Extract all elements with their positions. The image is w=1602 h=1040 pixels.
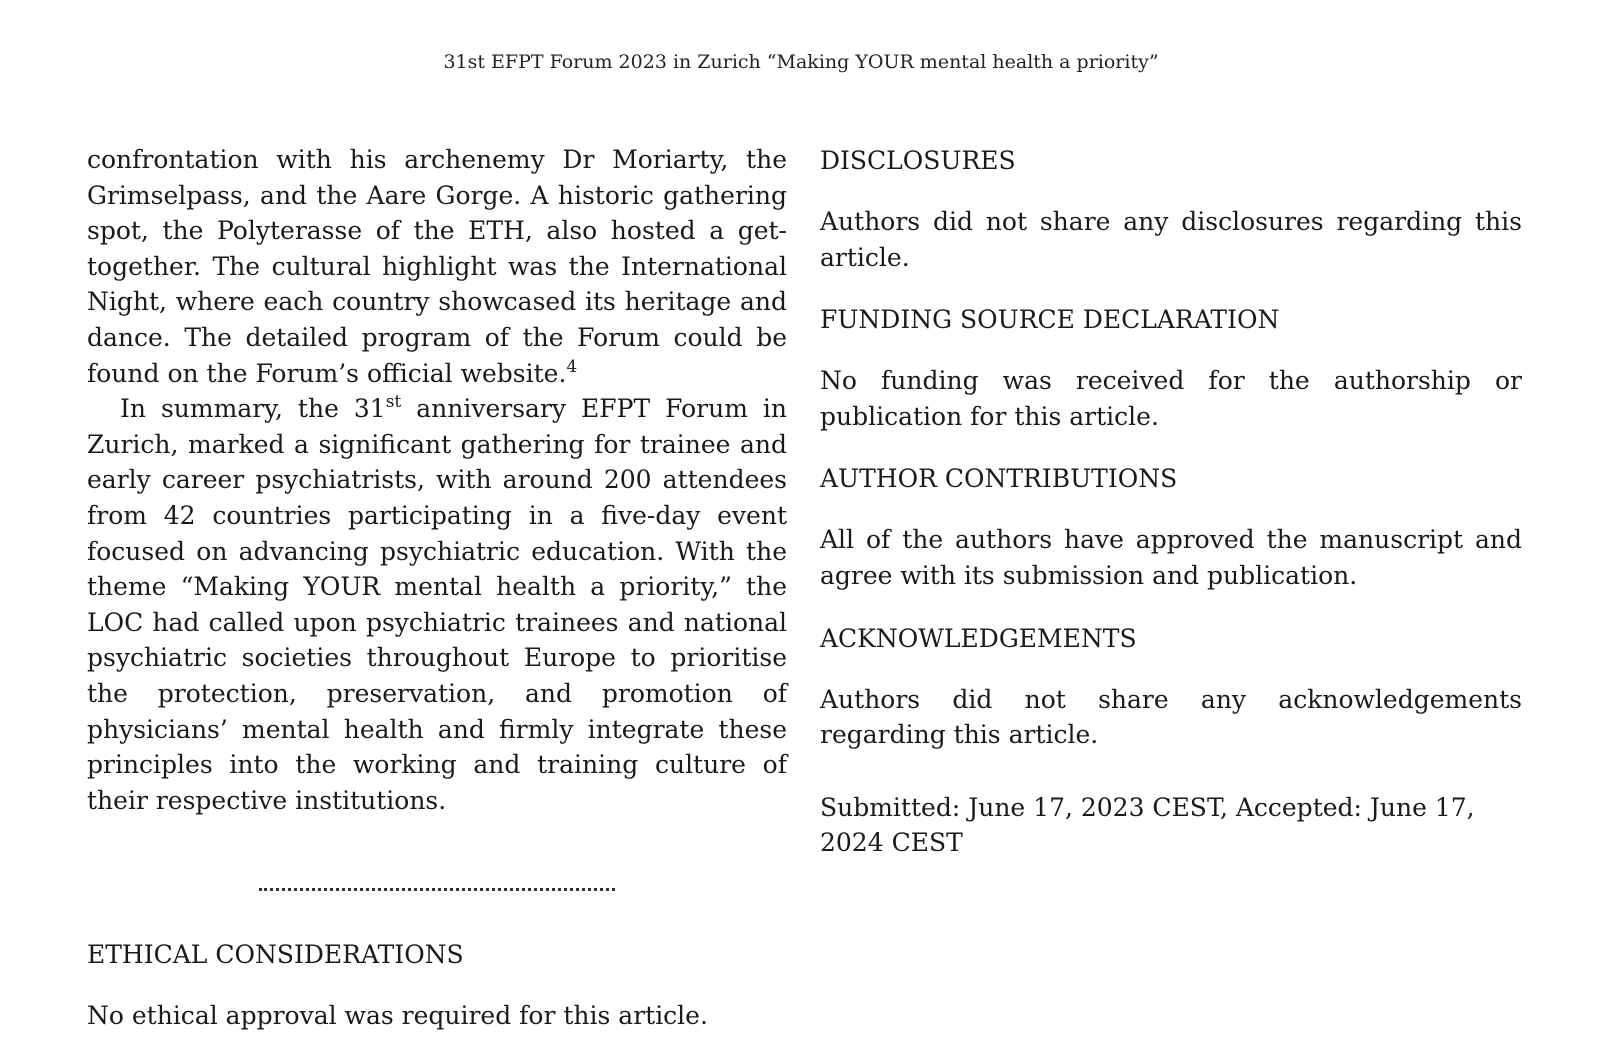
funding-heading: FUNDING SOURCE DECLARATION: [820, 305, 1280, 335]
acknowledgements-text: Authors did not share any acknowledgements regarding this article.: [820, 684, 1522, 750]
left-column: [87, 142, 787, 1034]
paragraph-text-end: anniversary EFPT Forum in Zurich, marked a significant gathering for trainee and early career psychiatrists, with around 200 attendees from 42 countries participating in a five-day event focused on advancing psychiatric education. With the theme “Making YOUR mental health a priority,” the LOC had called upon psychiatric trainees and national psychiatric societies throughout Europe to prioritise the protection, preservation, and promotion of physicians’ mental health and firmly integrate these principles into the working and training culture of their respective institutions.: [87, 394, 787, 815]
paragraph-text: confrontation with his archenemy Dr Moriarty, the Grimselpass, and the Aare Gorge. A historic gathering spot, the Polyterasse of the ETH, also hosted a get-together. The cultural highlight was the International Night, where each country showcased its heritage and dance. The detailed program of the Forum could be found on the Forum’s official website.: [87, 145, 787, 388]
running-header: 31st EFPT Forum 2023 in Zurich “Making YOUR mental health a priority”: [443, 51, 1159, 73]
paragraph-text-start: In summary, the 31: [120, 394, 386, 424]
author-contributions-text: All of the authors have approved the manuscript and agree with its submission and publication.: [820, 525, 1522, 590]
disclosures-heading: DISCLOSURES: [820, 146, 1016, 175]
summary-paragraph: [87, 391, 787, 818]
submission-dates: Submitted: June 17, 2023 CEST, Accepted: June 17, 2024 CEST: [820, 792, 1475, 858]
section-divider: [259, 888, 615, 891]
funding-text: No funding was received for the authorship or publication for this article.: [820, 366, 1522, 431]
ethical-considerations-heading: ETHICAL CONSIDERATIONS: [87, 940, 464, 970]
footnote-marker[interactable]: 4: [566, 356, 578, 377]
ethical-considerations-text: No ethical approval was required for this article.: [87, 1001, 708, 1031]
acknowledgements-heading: ACKNOWLEDGEMENTS: [820, 623, 1137, 653]
author-contributions-heading: AUTHOR CONTRIBUTIONS: [820, 464, 1178, 494]
ordinal-superscript: st: [385, 392, 402, 413]
body-paragraph: [87, 142, 787, 391]
right-column: [820, 142, 1522, 861]
disclosures-text: Authors did not share any disclosures regarding this article.: [820, 207, 1522, 272]
